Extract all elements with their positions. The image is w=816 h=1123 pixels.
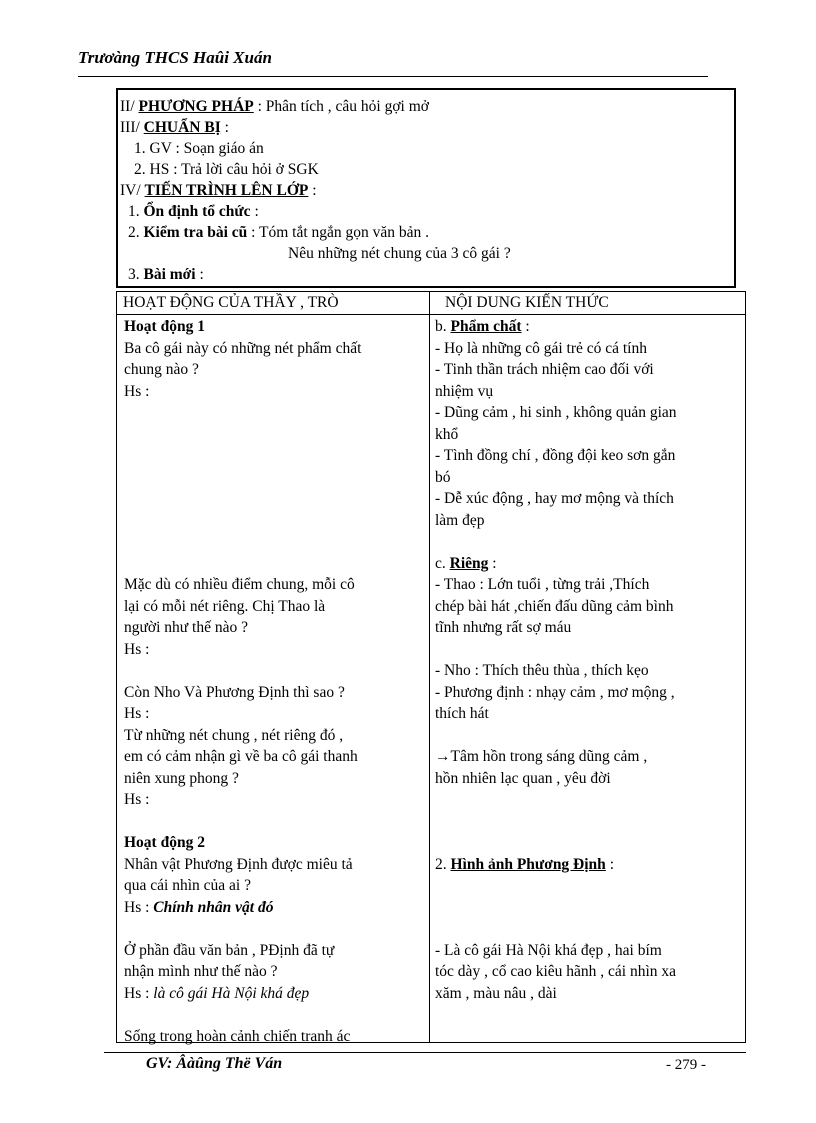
content-line: chép bài hát ,chiến đấu dũng cảm bình xyxy=(435,597,674,615)
col-header-activities: HOẠT ĐỘNG CỦA THẦY , TRÒ xyxy=(123,294,339,311)
content-line: - Dũng cảm , hi sinh , không quản gian xyxy=(435,404,677,421)
intro-step-2-question: Nêu những nét chung của 3 cô gái ? xyxy=(288,245,511,262)
spacer xyxy=(435,875,741,940)
content-line: - Phương định : nhạy cảm , mơ mộng , xyxy=(435,683,675,701)
question-line: Còn Nho Và Phương Định thì sao ? xyxy=(124,683,345,701)
intro-prep: III/ CHUẨN BỊ : xyxy=(120,119,229,136)
spacer xyxy=(435,725,741,747)
question-line: em có cảm nhận gì về ba cô gái thanh xyxy=(124,748,358,765)
question-line: chung nào ? xyxy=(124,361,199,378)
student-answer: Hs : xyxy=(124,382,150,400)
content-line: tóc dày , cổ cao kiêu hãnh , cái nhìn xa xyxy=(435,963,677,980)
footer-author: GV: Âàûng Thë Ván xyxy=(146,1055,283,1072)
header-rule xyxy=(78,76,708,77)
question-line: nhận mình như thế nào ? xyxy=(124,963,278,980)
spacer xyxy=(435,639,741,661)
section-c-heading: c. Riêng : xyxy=(435,554,497,572)
content-line: - Tình đồng chí , đồng đội keo sơn gắn xyxy=(435,447,676,464)
question-line: Mặc dù có nhiều điểm chung, mỗi cô xyxy=(124,576,355,593)
table-header-rule xyxy=(117,314,745,315)
content-line: thích hát xyxy=(435,705,489,722)
question-line: Từ những nét chung , nét riêng đó , xyxy=(124,726,344,744)
question-line: Sống trong hoàn cảnh chiến tranh ác xyxy=(124,1027,351,1045)
footer-rule xyxy=(104,1052,746,1053)
content-line: - Là cô gái Hà Nội khá đẹp , hai bím xyxy=(435,941,662,959)
question-line: Ba cô gái này có những nét phẩm chất xyxy=(124,339,362,357)
intro-teacher: 1. GV : Soạn giáo án xyxy=(134,140,264,157)
spacer xyxy=(124,1004,424,1026)
col-header-content: NỘI DUNG KIẾN THỨC xyxy=(445,294,609,311)
question-line: lại có mỗi nét riêng. Chị Thao là xyxy=(124,597,326,615)
page-number: - 279 - xyxy=(666,1057,706,1073)
spacer xyxy=(124,660,424,682)
column-divider xyxy=(429,292,430,1042)
intro-process: IV/ TIẾN TRÌNH LÊN LỚP : xyxy=(120,182,317,199)
question-line: qua cái nhìn của ai ? xyxy=(124,877,251,894)
lesson-intro-box xyxy=(116,88,736,288)
content-line: - Nho : Thích thêu thùa , thích kẹo xyxy=(435,662,649,679)
content-line: →Tâm hồn trong sáng dũng cảm , xyxy=(435,748,648,765)
question-line: người như thế nào ? xyxy=(124,619,248,636)
intro-method: II/ PHƯƠNG PHÁP : Phân tích , câu hỏi gợi mở xyxy=(120,98,429,115)
student-answer: Hs : xyxy=(124,705,150,722)
spacer xyxy=(124,402,424,574)
activity-1-title: Hoạt động 1 xyxy=(124,318,205,335)
content-line: tĩnh nhưng rất sợ máu xyxy=(435,619,572,636)
section-2-heading: 2. Hình ảnh Phương Định : xyxy=(435,855,614,873)
student-answer: Hs : xyxy=(124,791,150,808)
content-line: hồn nhiên lạc quan , yêu đời xyxy=(435,769,611,787)
activities-column xyxy=(124,316,424,1047)
student-answer: Hs : xyxy=(124,640,150,658)
content-line: làm đẹp xyxy=(435,511,485,529)
content-line: - Tinh thần trách nhiệm cao đối với xyxy=(435,361,654,378)
spacer xyxy=(124,811,424,833)
content-line: - Họ là những cô gái trẻ có cá tính xyxy=(435,339,647,357)
student-answer: Hs : là cô gái Hà Nội khá đẹp xyxy=(124,984,310,1002)
question-line: niên xung phong ? xyxy=(124,769,239,787)
student-answer: Hs : Chính nhân vật đó xyxy=(124,898,274,916)
school-header: Trươàng THCS Haûi Xuán xyxy=(78,48,272,67)
lesson-table xyxy=(116,291,746,1043)
section-b-heading: b. Phẩm chất : xyxy=(435,318,530,335)
question-line: Ở phần đầu văn bản , PĐịnh đã tự xyxy=(124,941,335,959)
content-line: - Thao : Lớn tuổi , từng trải ,Thích xyxy=(435,576,650,593)
content-line: khổ xyxy=(435,425,459,443)
content-line: - Dễ xúc động , hay mơ mộng và thích xyxy=(435,490,674,507)
question-line: Nhân vật Phương Định được miêu tả xyxy=(124,855,353,873)
spacer xyxy=(435,789,741,854)
content-line: xăm , màu nâu , dài xyxy=(435,984,557,1002)
intro-step-2: 2. Kiểm tra bài cũ : Tóm tắt ngắn gọn văn bản . xyxy=(128,224,430,241)
spacer xyxy=(124,918,424,940)
content-line: bó xyxy=(435,468,451,486)
intro-step-3: 3. Bài mới : xyxy=(128,266,204,283)
activity-2-title: Hoạt động 2 xyxy=(124,834,205,851)
content-column xyxy=(435,316,741,1004)
content-line: nhiệm vụ xyxy=(435,382,494,400)
intro-student: 2. HS : Trả lời câu hỏi ở SGK xyxy=(134,161,319,178)
spacer xyxy=(435,531,741,553)
intro-step-1: 1. Ổn định tổ chức : xyxy=(128,203,259,220)
